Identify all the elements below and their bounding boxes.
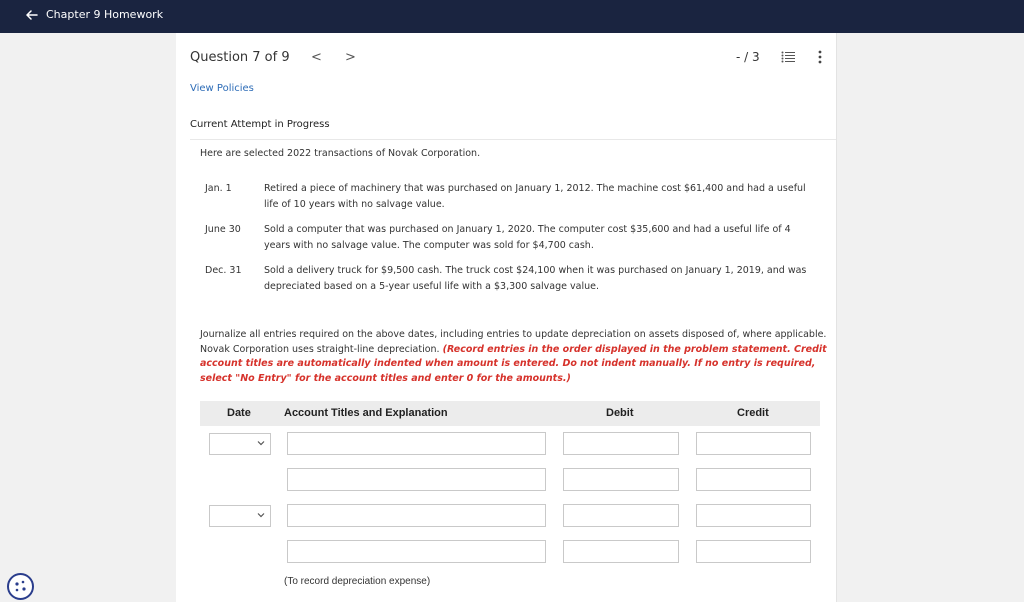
entry-explanation: (To record depreciation expense): [284, 576, 431, 587]
back-link-label: Chapter 9 Homework: [46, 8, 164, 21]
debit-input[interactable]: [563, 468, 679, 491]
question-title: Question 7 of 9: [190, 50, 290, 65]
account-title-input[interactable]: [287, 504, 546, 527]
account-title-input[interactable]: [287, 468, 546, 491]
journal-instruction-note: (Record entries in the order displayed in the problem statement. Credit account titles are automatically indented when amount is entered. Do not indent manually. If no entry is required, select "No Entry" for the account titles and enter 0 for the amounts.): [200, 343, 827, 384]
view-policies-link[interactable]: View Policies: [190, 83, 254, 94]
debit-input[interactable]: [563, 432, 679, 455]
problem-intro: Here are selected 2022 transactions of Novak Corporation.: [200, 148, 481, 159]
divider: [190, 139, 836, 140]
question-list-icon[interactable]: [781, 51, 795, 63]
date-select[interactable]: [209, 505, 271, 527]
credit-input[interactable]: [696, 432, 811, 455]
debit-input[interactable]: [563, 540, 679, 563]
top-bar: [0, 0, 1024, 33]
journal-instructions: [200, 328, 828, 386]
account-title-input[interactable]: [287, 540, 546, 563]
back-to-assignment-link[interactable]: [26, 8, 163, 21]
transaction-description: Sold a delivery truck for $9,500 cash. The truck cost $24,100 when it was purchased on January 1, 2019, and was depreciated based on a 5-year useful life with a $3,300 salvage value.: [264, 265, 807, 292]
credit-input[interactable]: [696, 504, 811, 527]
previous-question-button[interactable]: <: [311, 50, 322, 65]
attempt-status: Current Attempt in Progress: [190, 119, 330, 130]
panel-divider: [836, 33, 837, 602]
chevron-down-icon: [257, 440, 265, 446]
transaction-description: Retired a piece of machinery that was purchased on January 1, 2012. The machine cost $61,400 and had a useful life of 10 years with no salvage value.: [264, 183, 806, 210]
cookie-settings-button[interactable]: [7, 573, 34, 600]
more-options-icon[interactable]: [817, 50, 823, 64]
credit-input[interactable]: [696, 540, 811, 563]
credit-input[interactable]: [696, 468, 811, 491]
journal-table-header: [200, 401, 820, 426]
arrow-left-icon: [26, 10, 38, 20]
account-title-input[interactable]: [287, 432, 546, 455]
question-score: - / 3: [736, 50, 760, 64]
journal-text: Journalize all entries required on the above dates, including entries to update depreciation on assets disposed of, where applicable. Novak Corporation uses straight-line depreciation.: [200, 329, 827, 355]
transaction-date: Jan. 1: [205, 183, 232, 194]
next-question-button[interactable]: >: [345, 50, 356, 65]
chevron-down-icon: [257, 512, 265, 518]
date-column-header: Date: [227, 407, 251, 419]
date-select[interactable]: [209, 433, 271, 455]
transaction-date: Dec. 31: [205, 265, 242, 276]
debit-column-header: Debit: [606, 407, 634, 419]
credit-column-header: Credit: [737, 407, 769, 419]
account-column-header: Account Titles and Explanation: [284, 407, 448, 419]
debit-input[interactable]: [563, 504, 679, 527]
transaction-description: Sold a computer that was purchased on January 1, 2020. The computer cost $35,600 and had a useful life of 4 years with no salvage value. The computer was sold for $4,700 cash.: [264, 224, 791, 251]
transaction-date: June 30: [205, 224, 241, 235]
cookie-icon: [9, 575, 32, 598]
